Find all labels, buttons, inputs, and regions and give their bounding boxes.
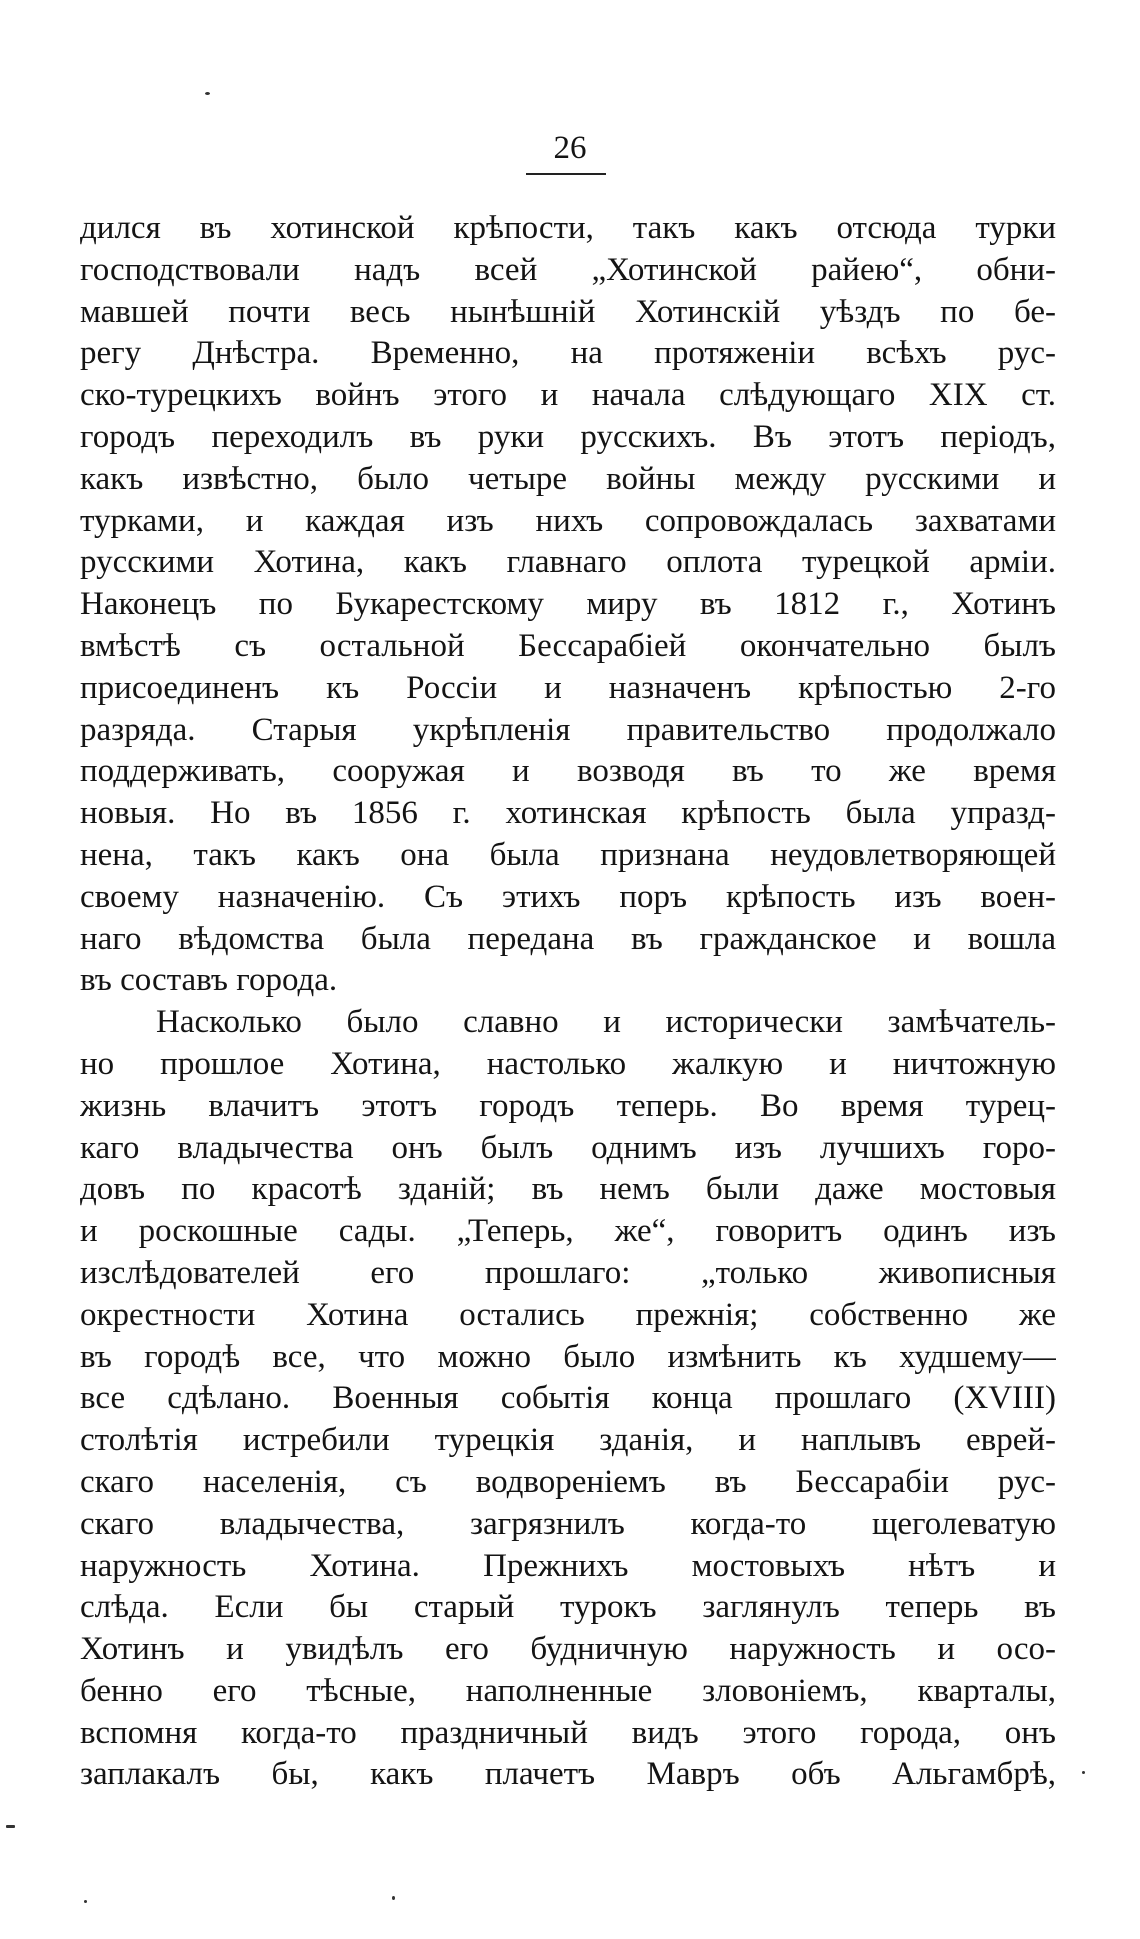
scan-speck (84, 1900, 87, 1903)
page-number-underline (526, 173, 606, 175)
scan-speck (6, 1825, 15, 1828)
text-line: довъ по красотѣ зданій; въ немъ были даже мостовыя (80, 1171, 1056, 1208)
text-line: турками, и каждая изъ нихъ сопровождалась захватами (80, 502, 1056, 539)
text-line: каго владычества онъ былъ однимъ изъ лучшихъ горо- (80, 1129, 1056, 1166)
text-line: регу Днѣстра. Временно, на протяженіи всѣхъ рус- (80, 335, 1056, 372)
text-line: наго вѣдомства была передана въ гражданское и вошла (80, 920, 1056, 957)
text-line: бенно его тѣсные, наполненные зловоніемъ, кварталы, (80, 1672, 1056, 1709)
text-line: дился въ хотинской крѣпости, такъ какъ отсюда турки (80, 210, 1056, 246)
text-line: наружность Хотина. Прежнихъ мостовыхъ нѣтъ и (80, 1547, 1056, 1584)
scan-speck (205, 92, 210, 95)
text-line: какъ извѣстно, было четыре войны между русскими и (80, 460, 1056, 497)
text-line: Хотинъ и увидѣлъ его будничную наружность и осо- (80, 1631, 1056, 1668)
text-line: разряда. Старыя укрѣпленія правительство продолжало (80, 711, 1056, 748)
paragraph-2 (80, 1002, 1056, 1796)
page-number: 26 (553, 130, 587, 166)
text-line: окрестности Хотина остались прежнія; собственно же (80, 1296, 1056, 1333)
text-line: въ городѣ все, что можно было измѣнить къ худшему— (80, 1338, 1056, 1375)
text-line: скаго населенія, съ водвореніемъ въ Бессарабіи рус- (80, 1463, 1056, 1500)
text-line: русскими Хотина, какъ главнаго оплота турецкой арміи. (80, 544, 1056, 581)
text-line: жизнь влачитъ этотъ городъ теперь. Во время турец- (80, 1087, 1056, 1124)
text-line: и роскошные сады. „Теперь, же“, говоритъ одинъ изъ (80, 1213, 1056, 1250)
scan-speck (392, 1896, 395, 1900)
text-line: мавшей почти весь нынѣшній Хотинскій уѣздъ по бе- (80, 293, 1056, 330)
text-line: вспомня когда-то праздничный видъ этого города, онъ (80, 1714, 1056, 1751)
scan-speck (1082, 1771, 1085, 1774)
text-line: вмѣстѣ съ остальной Бессарабіей окончательно былъ (80, 627, 1056, 664)
text-line: но прошлое Хотина, настолько жалкую и ничтожную (80, 1045, 1056, 1082)
text-line: поддерживать, сооружая и возводя въ то же время (80, 753, 1056, 790)
text-line: изслѣдователей его прошлаго: „только живописныя (80, 1254, 1056, 1291)
text-line: скаго владычества, загрязнилъ когда-то щеголеватую (80, 1505, 1056, 1542)
text-line: все сдѣлано. Военныя событія конца прошлаго (XVIII) (80, 1380, 1056, 1417)
text-line: слѣда. Если бы старый турокъ заглянулъ теперь въ (80, 1589, 1056, 1626)
text-line: своему назначенію. Съ этихъ поръ крѣпость изъ воен- (80, 878, 1056, 915)
text-line: нена, такъ какъ она была признана неудовлетворяющей (80, 836, 1056, 873)
text-line: ско-турецкихъ войнъ этого и начала слѣдующаго XIX ст. (80, 377, 1056, 414)
text-line: заплакалъ бы, какъ плачетъ Мавръ объ Альгамбрѣ, (80, 1756, 1056, 1793)
body-text (80, 208, 1056, 1796)
text-line: столѣтія истребили турецкія зданія, и наплывъ еврей- (80, 1422, 1056, 1459)
text-line: новыя. Но въ 1856 г. хотинская крѣпость была упразд- (80, 795, 1056, 832)
text-line: господствовали надъ всей „Хотинской райею“, обни- (80, 251, 1056, 288)
paragraph-1 (80, 208, 1056, 1002)
text-line: городъ переходилъ въ руки русскихъ. Въ этотъ періодъ, (80, 418, 1056, 455)
text-line: въ составъ города. (80, 962, 338, 999)
text-line: присоединенъ къ Россіи и назначенъ крѣпостью 2-го (80, 669, 1056, 706)
text-line: Наконецъ по Букарестскому миру въ 1812 г., Хотинъ (80, 586, 1056, 623)
text-line: Насколько было славно и исторически замѣчатель- (156, 1004, 1056, 1041)
